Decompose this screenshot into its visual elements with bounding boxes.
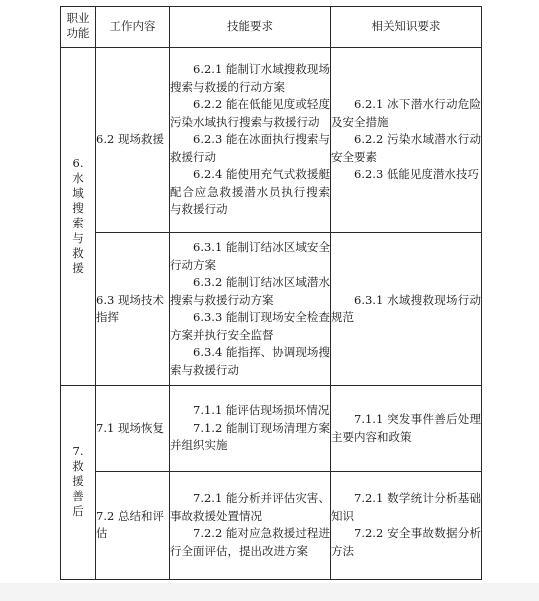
knowledge-item: 6.2.3 低能见度潜水技巧 [354,167,479,182]
table-row [61,471,482,579]
skill-item: 6.2.3 能在冰面执行搜索与救援行动 [170,132,330,164]
skills-standard-table [60,6,482,580]
knowledge-cell [331,386,482,472]
skill-item: 6.2.4 能使用充气式救援艇配合应急救援潜水员执行搜索与救援行动 [170,167,330,217]
knowledge-item: 6.3.1 水域搜救现场行动规范 [331,292,481,325]
skill-item: 6.3.2 能制订结冰区域潜水搜索与救援行动方案 [170,275,330,307]
function-cell: 6.水域搜索与救援 [61,48,96,386]
table-row [61,386,482,472]
skill-cell [170,471,331,579]
skill-item: 6.2.2 能在低能见度或轻度污染水域执行搜索与救援行动 [170,97,330,129]
skill-item: 6.3.1 能制订结冰区域安全行动方案 [170,240,330,272]
skill-item: 7.1.1 能评估现场损坏情况 [193,403,330,418]
knowledge-item: 6.2.2 污染水域潜水行动安全要素 [331,132,481,164]
skill-item: 6.3.4 能指挥、协调现场搜索与救援行动 [170,345,330,377]
table-row [61,48,482,233]
knowledge-item: 7.2.2 安全事故数据分析方法 [331,526,481,558]
knowledge-cell [331,48,482,233]
skill-cell [170,233,331,386]
skill-item: 7.2.1 能分析并评估灾害、事故救援处置情况 [170,491,330,523]
table-header-row [61,7,482,48]
bottom-margin-band [0,583,539,601]
knowledge-item: 7.2.1 数学统计分析基础知识 [331,491,481,523]
skill-cell [170,386,331,472]
function-cell: 7.救援善后 [61,386,96,580]
work-content-cell: 7.1 现场恢复 [96,386,170,472]
header-knowledge-requirements: 相关知识要求 [331,7,482,48]
work-content-cell: 6.2 现场救援 [96,48,170,233]
skill-cell [170,48,331,233]
header-function: 职业功能 [61,7,96,48]
skill-item: 6.2.1 能制订水域搜救现场搜索与救援的行动方案 [170,62,330,94]
knowledge-item: 7.1.1 突发事件善后处理主要内容和政策 [331,412,481,444]
skill-item: 7.1.2 能制订现场清理方案并组织实施 [170,420,330,453]
knowledge-cell [331,233,482,386]
header-skill-requirements: 技能要求 [170,7,331,48]
work-content-cell: 6.3 现场技术指挥 [96,233,170,386]
table-row [61,233,482,386]
knowledge-item: 6.2.1 冰下潜水行动危险及安全措施 [331,97,481,129]
header-work-content: 工作内容 [96,7,170,48]
knowledge-cell [331,471,482,579]
work-content-cell: 7.2 总结和评估 [96,471,170,579]
skill-item: 6.3.3 能制订现场安全检查方案并执行安全监督 [170,310,330,342]
skill-item: 7.2.2 能对应急救援过程进行全面评估，提出改进方案 [170,526,330,558]
